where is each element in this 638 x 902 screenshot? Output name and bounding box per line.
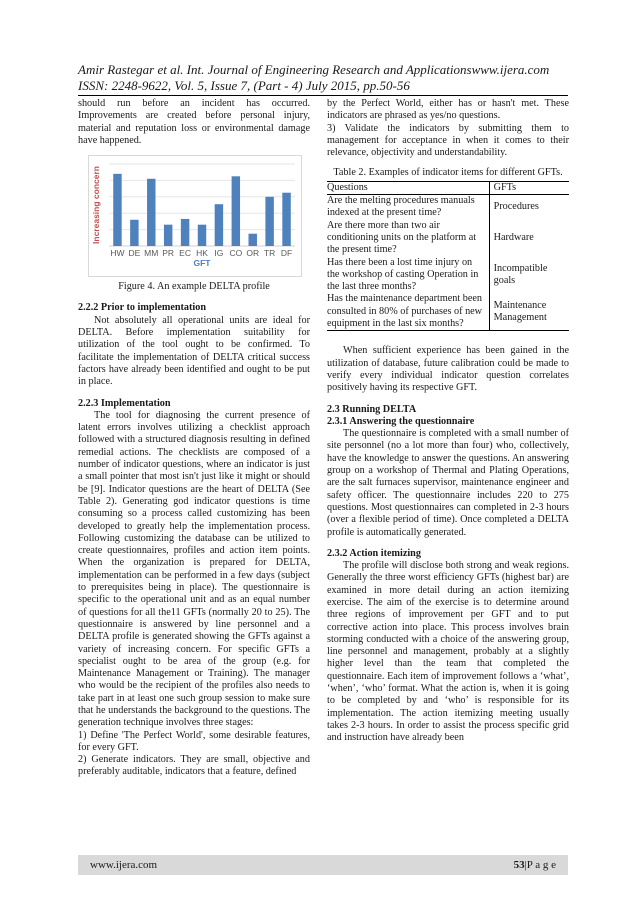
footer-site: www.ijera.com	[90, 859, 158, 871]
table-cell-gft: Procedures	[489, 195, 569, 220]
table-row	[327, 293, 569, 330]
table-row	[327, 257, 569, 294]
page-word: |P a g e	[524, 859, 556, 871]
delta-profile-chart	[88, 155, 302, 277]
bar-tr	[265, 197, 273, 246]
section-2-3-2-title: 2.3.2 Action itemizing	[327, 547, 421, 559]
running-header	[78, 62, 568, 78]
figure-caption: Figure 4. An example DELTA profile	[118, 281, 270, 293]
tick-label-co: CO	[229, 248, 243, 259]
table-caption: Table 2. Examples of indicator items for different GFTs.	[333, 167, 563, 179]
section-2-3-2-body: The profile will disclose both strong and weak regions. Generally the three worst efficiency GFTs (highest bar) are examined in more detail during an action itemizing exercise. The aim of the exercise is to determine around three regions of improvement per GFT and to put corrective action into place. This process involves brain storming conducted with a choice of the answering group, line personnel and management, probably at a slightly higher level than the team that completed the questionnaire. Each item of improvement follows a ‘what’, ‘when’, ‘who’ format. What the action is, when it is going to be completed by and ‘who’ is responsible for its implementation. The action itemizing meeting usually takes 2-3 hours. In order to assist the process specific grid and instruction have already been	[327, 560, 569, 744]
table-cell-question: Are there more than two air conditioning units on the platform at the present time?	[327, 219, 477, 256]
section-2-3-title: 2.3 Running DELTA	[327, 403, 417, 415]
page-number-label	[514, 855, 556, 875]
left-paragraph-1: should run before an incident has occurred. Improvements are created before personal injury, material and reputation loss or environmental damage have happened.	[78, 98, 310, 146]
bar-pr	[164, 225, 172, 246]
table-cell-gft: Incompatible goals	[489, 257, 569, 294]
left-column	[78, 98, 310, 779]
table-header-gfts: GFTs	[489, 181, 569, 194]
header-citation: Amir Rastegar et al. Int. Journal of Engineering Research and Applications	[78, 62, 472, 77]
section-2-3-1-title: 2.3.1 Answering the questionnaire	[327, 415, 475, 427]
bar-mm	[147, 179, 155, 246]
chart-svg	[89, 156, 301, 276]
section-2-2-2-title: 2.2.2 Prior to implementation	[78, 302, 206, 314]
tick-label-mm: MM	[144, 248, 159, 259]
bar-df	[282, 193, 290, 246]
tick-label-or: OR	[246, 248, 260, 259]
table-cell-gft: Maintenance Management	[489, 293, 569, 330]
section-2-3-1-body: The questionnaire is completed with a small number of site personnel (no a lot more than four) who, collectively, have the knowledge to answer the questions. An answering group on a workshop of Thermal and Plating Operations, are the salt furnaces supervisor, maintenance engineer and safety officer. The questionnaire includes 220 to 275 questions. Most questionnaires can completed in 2-3 hours (over a flexible period of time). Once completed a DELTA profile is automatically generated.	[327, 428, 569, 538]
bar-de	[130, 220, 138, 246]
bar-hw	[113, 174, 121, 246]
bar-or	[249, 234, 257, 246]
indicator-table	[327, 181, 569, 332]
x-axis-title: GFT	[193, 258, 211, 269]
stage-1: 1) Define 'The Perfect World', some desirable features, for every GFT.	[78, 729, 310, 753]
tick-label-hk: HK	[196, 248, 208, 259]
header-site: www.ijera.com	[471, 62, 550, 77]
section-2-2-3-title: 2.2.3 Implementation	[78, 397, 171, 409]
header-rule	[78, 95, 568, 96]
table-row	[327, 220, 569, 257]
stage-2: 2) Generate indicators. They are small, objective and preferably auditable, indicators that a feature, defined	[78, 754, 310, 778]
right-paragraph-1: by the Perfect World, either has or hasn't met. These indicators are phrased as yes/no questions.	[327, 98, 569, 122]
tick-label-df: DF	[280, 248, 293, 259]
table-header-row	[327, 181, 569, 194]
tick-label-ec: EC	[179, 248, 191, 259]
page-footer	[78, 855, 568, 875]
table-header-questions: Questions	[327, 181, 489, 194]
tick-label-pr: PR	[162, 248, 175, 259]
section-2-2-2-body: Not absolutely all operational units are ideal for DELTA. Before implementation suitability for utilization of the tool ought to be confirmed. To facilitate the implementation of DELTA critical success factors have already been identified and ought to be put in place.	[78, 314, 310, 388]
bar-ec	[181, 219, 189, 246]
y-axis-title: Increasing concern	[91, 166, 101, 245]
tick-label-de: DE	[128, 248, 141, 259]
header-issn: ISSN: 2248-9622, Vol. 5, Issue 7, (Part - 4) July 2015, pp.50-56	[78, 78, 410, 93]
stage-3: 3) Validate the indicators by submitting them to management for acceptance in when it comes to their relevance, objectivity and understandability.	[327, 122, 569, 159]
tick-label-ig: IG	[214, 248, 224, 259]
right-column	[327, 98, 569, 745]
section-2-2-3-body: The tool for diagnosing the current presence of latent errors involves utilizing a checklist approach followed with a structured diagnosis resulting in defined remedial actions. The checklists are composed of a number of indicator questions, where an indicator is just a small pointer that most isn't just like it might or should be [9]. Indicator questions are the heart of DELTA (See Table 2). Generating god indicator questions is time consuming so a process called customizing has been developed to greatly help the implementation process. Following customizing the database can be utilized to create questionnaires, profiles and action item points. When the organization is prepared for DELTA, implementation can be performed in a few days (subject to prerequisites being in place). The questionnaire is specific to the operational unit and as an equal number of questions for all the11 GFTs (normally 20 to 25). The questionnaire is answered by line personnel and a DELTA profile is generated showing the GFTs against a variety of increasing concern. For specific GFTs a specialist ought to be area of the group (e.g. for Maintenance Management or Training). The manager who would be the recipient of the profiles also needs to take part in at least one such group session to make sure that he understands the background to the questions. The generation technique involves three stages:	[78, 409, 310, 729]
bar-co	[232, 176, 240, 246]
table-row	[327, 195, 569, 220]
table-cell-gft: Hardware	[489, 220, 569, 257]
table-cell-question: Are the melting procedures manuals indexed at the present time?	[327, 195, 475, 219]
paragraph-after-table: When sufficient experience has been gained in the utilization of database, future calibration could be made to verify every individual indicator question correlates positively having its respective GFT.	[327, 345, 569, 394]
bar-hk	[198, 225, 206, 246]
tick-label-hw: HW	[110, 248, 125, 259]
tick-label-tr: TR	[263, 248, 276, 259]
bar-ig	[215, 204, 223, 246]
page-number: 53	[513, 859, 525, 871]
table-cell-question: Has there been a lost time injury on the workshop of casting Operation in the last three months?	[327, 256, 479, 293]
table-cell-question: Has the maintenance department been consulted in 80% of purchases of new equipment in the last six months?	[327, 293, 489, 330]
